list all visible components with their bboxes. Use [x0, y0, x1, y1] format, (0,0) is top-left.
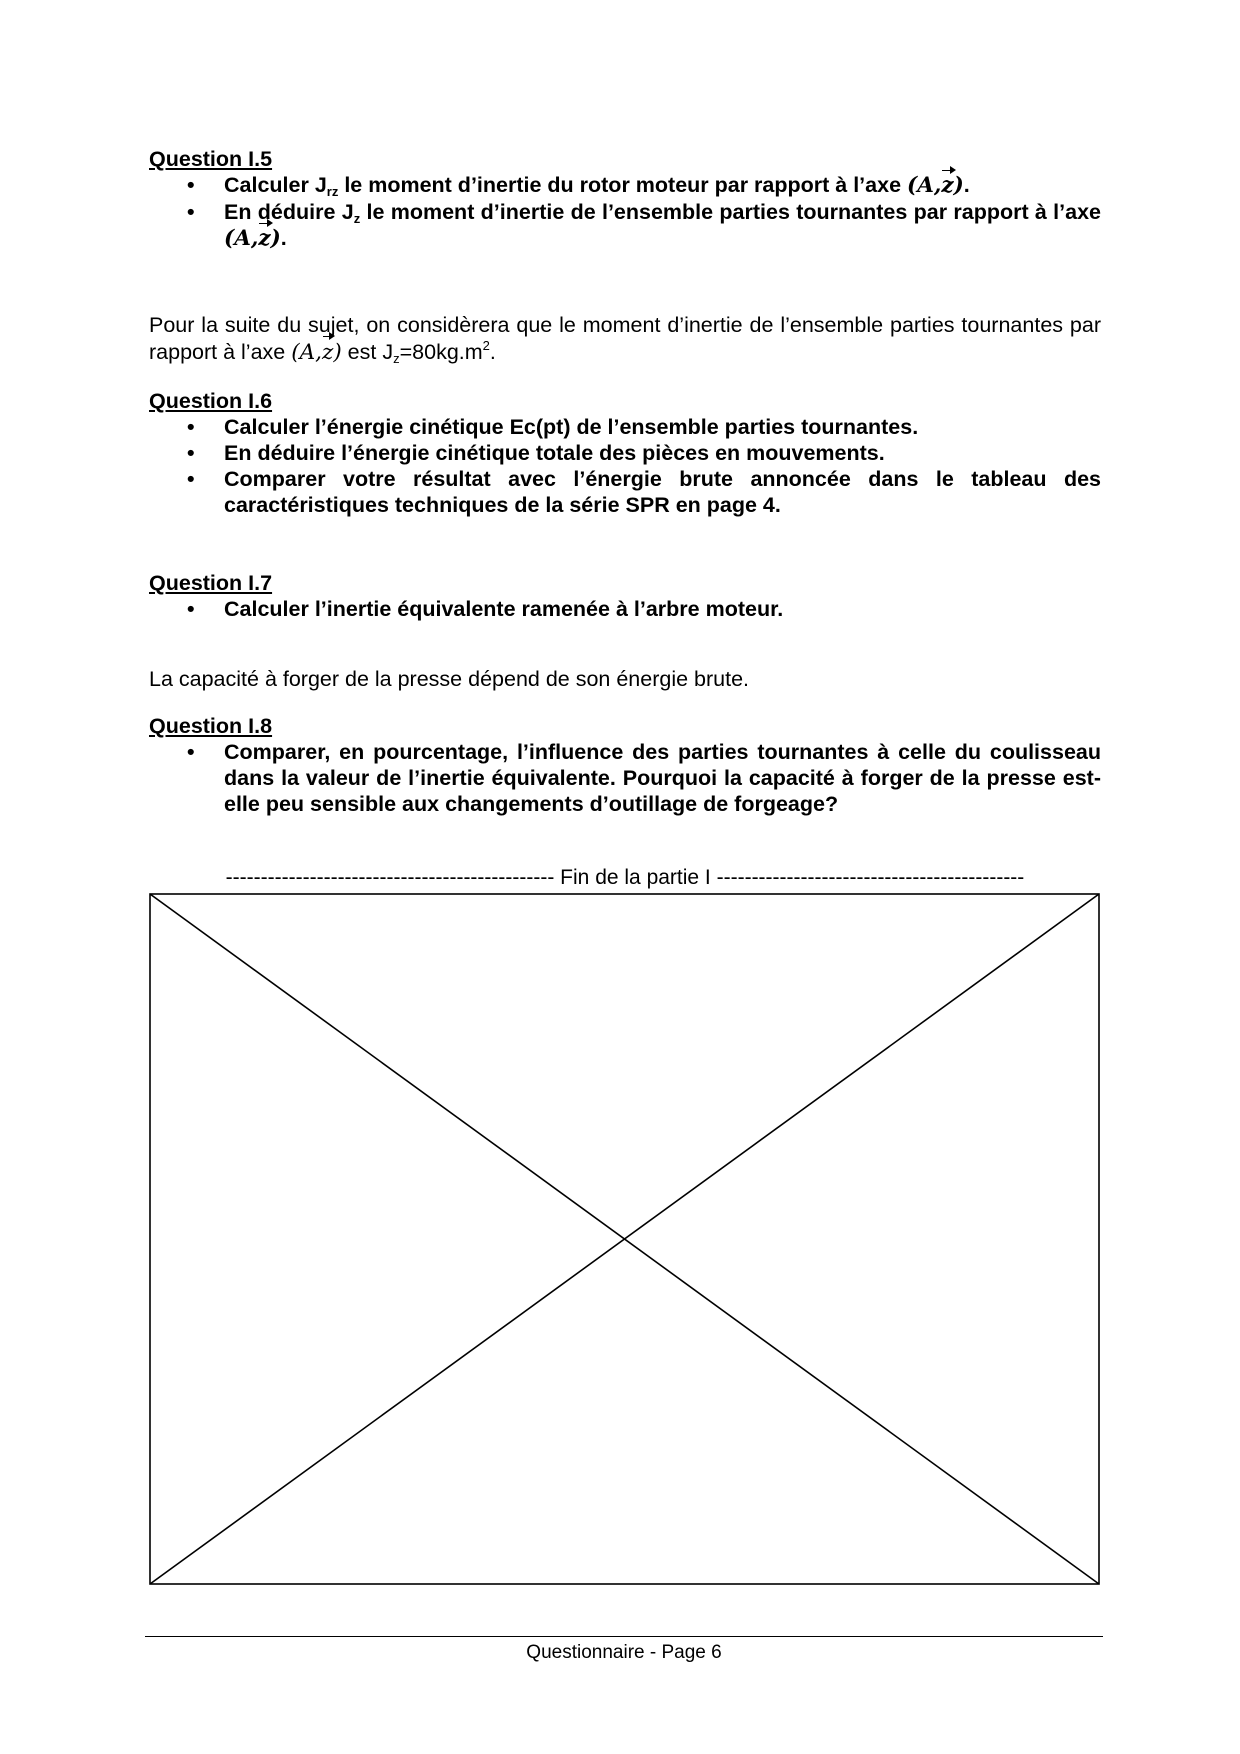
bullet-text: . [280, 226, 287, 250]
axis-notation: (A,z) [907, 173, 964, 198]
bullet-dot: • [187, 740, 195, 764]
question-8-title: Question I.8 [149, 714, 273, 738]
question-5-bullet-2 [149, 199, 1101, 252]
question-5-bullets [149, 172, 1101, 252]
question-6-title: Question I.6 [149, 389, 273, 413]
bullet-dot: • [187, 597, 195, 621]
subscript: rz [326, 184, 339, 199]
page-footer: Questionnaire - Page 6 [526, 1642, 722, 1663]
question-8-bullets [149, 739, 1101, 817]
bullet-text: le moment d’inertie de l’ensemble parties tournantes par rapport à l’axe [360, 200, 1101, 224]
question-5-bullet-1 [149, 172, 1101, 199]
crossed-out-answer-box [149, 893, 1100, 1585]
question-8-bullet-1: • Comparer, en pourcentage, l’influence des parties tournantes à celle du coulisseau dans la valeur de l’inertie équivalente. Pourquoi la capacité à forger de la presse est-elle peu sensible aux changements d’outillage de forgeage? [187, 740, 1101, 816]
subscript: z [353, 211, 361, 226]
question-7-bullet-1: • Calculer l’inertie équivalente ramenée à l’arbre moteur. [187, 597, 784, 621]
question-6-bullet-2: • En déduire l’énergie cinétique totale des pièces en mouvements. [187, 441, 885, 465]
axis-notation: (A,z) [291, 340, 342, 365]
page-content [149, 146, 1101, 817]
capacity-paragraph: La capacité à forger de la presse dépend de son énergie brute. [149, 667, 750, 691]
bullet-dot: • [187, 467, 195, 491]
bullet-dot: • [187, 173, 195, 197]
end-of-part-marker: ----------------------------------------------- Fin de la partie I -------------------------------------------- [225, 866, 1025, 889]
intro-paragraph: Pour la suite du sujet, on considèrera que le moment d’inertie de l’ensemble parties tournantes par rapport à l’axe (A,z) est $J_z=80kg.m^2$. [149, 313, 1101, 366]
question-6-bullet-1: • Calculer l’énergie cinétique Ec(pt) de l’ensemble parties tournantes. [187, 415, 919, 439]
bullet-text: Calculer J [224, 173, 327, 197]
bullet-dot: • [187, 441, 195, 465]
question-7-title: Question I.7 [149, 571, 273, 595]
bullet-text: En déduire J [224, 200, 354, 224]
footer-divider [145, 1636, 1103, 1637]
bullet-text: le moment d’inertie du rotor moteur par rapport à l’axe [338, 173, 908, 197]
question-5-title: Question I.5 [149, 147, 273, 171]
question-6-bullets [149, 414, 1101, 518]
bullet-dot: • [187, 200, 195, 224]
axis-notation: (A,z) [224, 226, 281, 251]
question-6-bullet-3: • Comparer votre résultat avec l’énergie brute annoncée dans le tableau des caractéristiques techniques de la série SPR en page 4. [187, 467, 1101, 517]
question-7-bullets [149, 596, 1101, 622]
bullet-text: . [963, 173, 970, 197]
bullet-dot: • [187, 415, 195, 439]
